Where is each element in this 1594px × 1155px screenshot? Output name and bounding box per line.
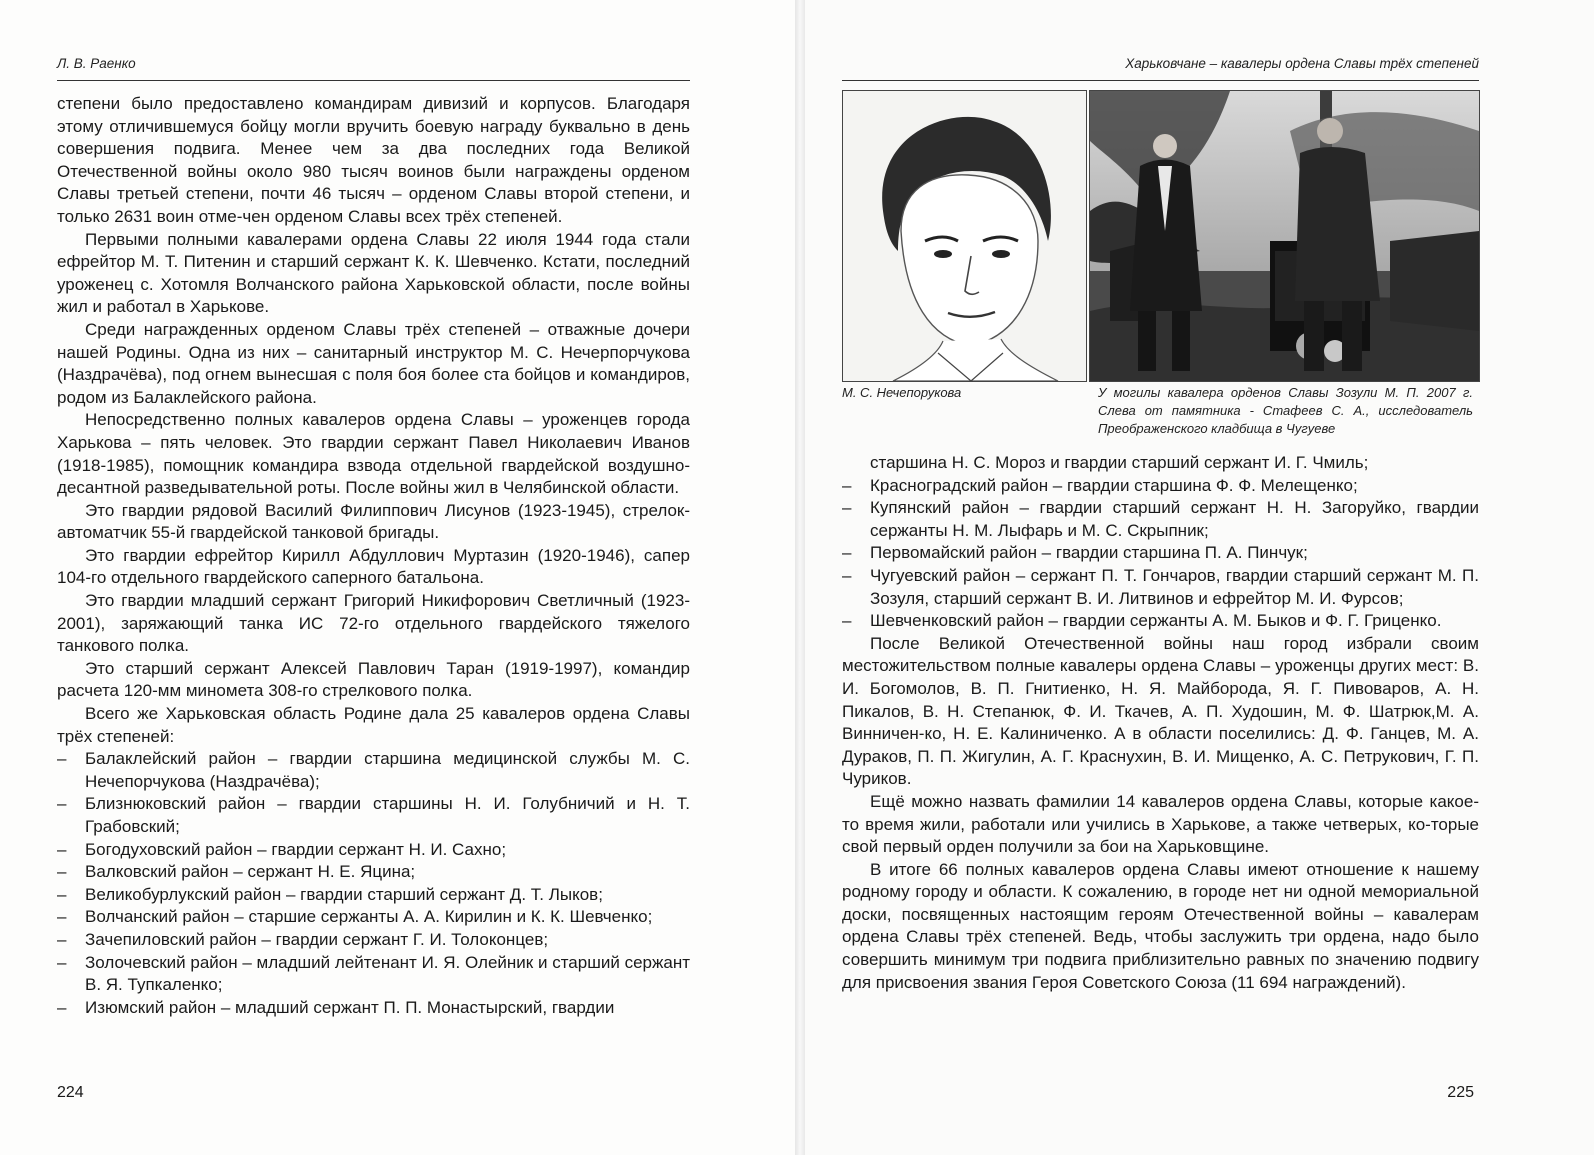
running-header-title: Харьковчане – кавалеры ордена Славы трёх степеней bbox=[1125, 56, 1479, 71]
paragraph: Это гвардии ефрейтор Кирилл Абдуллович Муртазин (1920-1946), сапер 104-го отдельного гвардейского саперного батальона. bbox=[57, 545, 690, 588]
paragraph: Это гвардии рядовой Василий Филиппович Лисунов (1923-1945), стрелок-автоматчик 55-й гвардейской танковой бригады. bbox=[57, 500, 690, 543]
list-item: – Балаклейский район – гвардии старшина медицинской службы М. С. Нечепорчукова (Наздрачёва); bbox=[57, 748, 690, 793]
page-number: 225 bbox=[1447, 1084, 1474, 1101]
list-item: – Золочевский район – младший лейтенант И. Я. Олейник и старший сержант В. Я. Тупкаленко; bbox=[57, 952, 690, 997]
list-item: – Великобурлукский район – гвардии старший сержант Д. Т. Лыков; bbox=[57, 884, 690, 907]
portrait-caption: М. С. Нечепорукова bbox=[842, 385, 962, 400]
portrait-sketch bbox=[842, 90, 1087, 382]
list-item: – Чугуевский район – сержант П. Т. Гончаров, гвардии старший сержант М. П. Зозуля, старший сержант В. И. Литвинов и ефрейтор М. И. Фурсов; bbox=[842, 565, 1479, 610]
book-gutter bbox=[795, 0, 805, 1155]
paragraph: Это гвардии младший сержант Григорий Никифорович Светличный (1923-2001), заряжающий танка ИС 72-го отдельного гвардейского тяжелого танкового полка. bbox=[57, 591, 690, 656]
right-page bbox=[805, 0, 1594, 1155]
portrait-illustration bbox=[843, 91, 1086, 381]
list-item: – Богодуховский район – гвардии сержант Н. И. Сахно; bbox=[57, 839, 690, 862]
district-list-continued bbox=[842, 475, 1479, 633]
paragraph: Первыми полными кавалерами ордена Славы 22 июля 1944 года стали ефрейтор М. Т. Питенин и старший сержант К. К. Шевченко. Кстати, последний уроженец с. Хотомля Волчанского района Харьковской области, после войны жил и работал в Харькове. bbox=[57, 229, 690, 317]
paragraph: В итоге 66 полных кавалеров ордена Славы имеют отношение к нашему родному городу и области. К сожалению, в городе нет ни одной мемориальной доски, посвященных настоящим героям Отечественной войны – кавалерам ордена Славы трёх степеней. Ведь, чтобы заслужить три ордена, надо было совершить минимум три подвига приблизительно равных по значению подвигу для присвоения звания Героя Советского Союза (11 694 награждений). bbox=[842, 859, 1479, 992]
paragraph: После Великой Отечественной войны наш город избрали своим местожительством полные кавалеры ордена Славы – уроженцы других мест: В. И. Богомолов, В. П. Гнитиенко, Н. Я. Майборода, Я. Г. Пивоваров, А. Н. Пикалов, В. Н. Степанюк, Ф. И. Ткачев, А. П. Худошин, М. Ф. Шатрюк,М. А. Винничен-ко, Н. Е. Калиниченко. А в области поселились: Д. Ф. Ганцев, М. А. Дураков, П. П. Жигулин, А. Г. Краснухин, В. И. Мищенко, А. С. Петрукович, Г. П. Чуриков. bbox=[842, 633, 1479, 789]
list-item: – Близнюковский район – гвардии старшины Н. И. Голубничий и Н. Т. Грабовский; bbox=[57, 793, 690, 838]
left-page bbox=[0, 0, 795, 1155]
list-continuation: старшина Н. С. Мороз и гвардии старший сержант И. Г. Чмиль; bbox=[870, 453, 1369, 472]
running-header-author: Л. В. Раенко bbox=[57, 56, 136, 71]
list-item: – Красноградский район – гвардии старшина Ф. Ф. Мелещенко; bbox=[842, 475, 1479, 498]
paragraph: степени было предоставлено командирам дивизий и корпусов. Благодаря этому отличившемуся бойцу могли вручить боевую награду буквально в день совершения подвига. Менее чем за два последних года Великой Отечественной войны около 980 тысяч воинов были награждены орденом Славы третьей степени, почти 46 тысяч – орденом Славы второй степени, и только 2631 воин отме-чен орденом Славы всех трёх степеней. bbox=[57, 94, 690, 226]
right-body-text bbox=[842, 452, 1479, 994]
list-item: – Валковский район – сержант Н. Е. Яцина; bbox=[57, 861, 690, 884]
paragraph: Это старший сержант Алексей Павлович Таран (1919-1997), командир расчета 120-мм миномета 308-го стрелкового полка. bbox=[57, 658, 690, 701]
header-rule bbox=[57, 80, 690, 81]
list-item: – Шевченковский район – гвардии сержанты А. М. Быков и Ф. Г. Гриценко. bbox=[842, 610, 1479, 633]
cemetery-photo-image bbox=[1090, 91, 1479, 381]
district-list bbox=[57, 748, 690, 1019]
list-item: – Первомайский район – гвардии старшина П. А. Пинчук; bbox=[842, 542, 1479, 565]
page-number: 224 bbox=[57, 1084, 84, 1101]
cemetery-photo bbox=[1089, 90, 1480, 382]
header-rule bbox=[842, 80, 1479, 81]
paragraph: Среди награжденных орденом Славы трёх степеней – отважные дочери нашей Родины. Одна из них – санитарный инструктор М. С. Нечерпорчукова (Наздрачёва), под огнем вынесшая с поля боя более ста бойцов и командиров, родом из Балаклейского района. bbox=[57, 319, 690, 407]
list-item: – Волчанский район – старшие сержанты А. А. Кирилин и К. К. Шевченко; bbox=[57, 906, 690, 929]
paragraph: Всего же Харьковская область Родине дала 25 кавалеров ордена Славы трёх степеней: bbox=[57, 704, 690, 746]
list-item: – Зачепиловский район – гвардии сержант Г. И. Толоконцев; bbox=[57, 929, 690, 952]
left-body-text bbox=[57, 93, 690, 1019]
list-item: – Изюмский район – младший сержант П. П. Монастырский, гвардии bbox=[57, 997, 690, 1020]
paragraph: Ещё можно назвать фамилии 14 кавалеров ордена Славы, которые какое-то время жили, работали или учились в Харькове, а также четверых, ко-торые свой первый орден получили за бои на Харьковщине. bbox=[842, 791, 1479, 857]
photo-caption: У могилы кавалера орденов Славы Зозули М. П. 2007 г. Слева от памятника - Стафеев С. А., исследователь Преображенского кладбища в Чугуеве bbox=[1098, 385, 1473, 436]
paragraph: Непосредственно полных кавалеров ордена Славы – уроженцев города Харькова – пять человек. Это гвардии сержант Павел Николаевич Иванов (1918-1985), помощник командира взвода отдельной гвардейской воздушно-десантной разведывательной роты. После войны жил в Челябинской области. bbox=[57, 410, 690, 498]
list-item: – Купянский район – гвардии старший сержант Н. Н. Загоруйко, гвардии сержанты Н. М. Лыфарь и М. С. Скрыпник; bbox=[842, 497, 1479, 542]
